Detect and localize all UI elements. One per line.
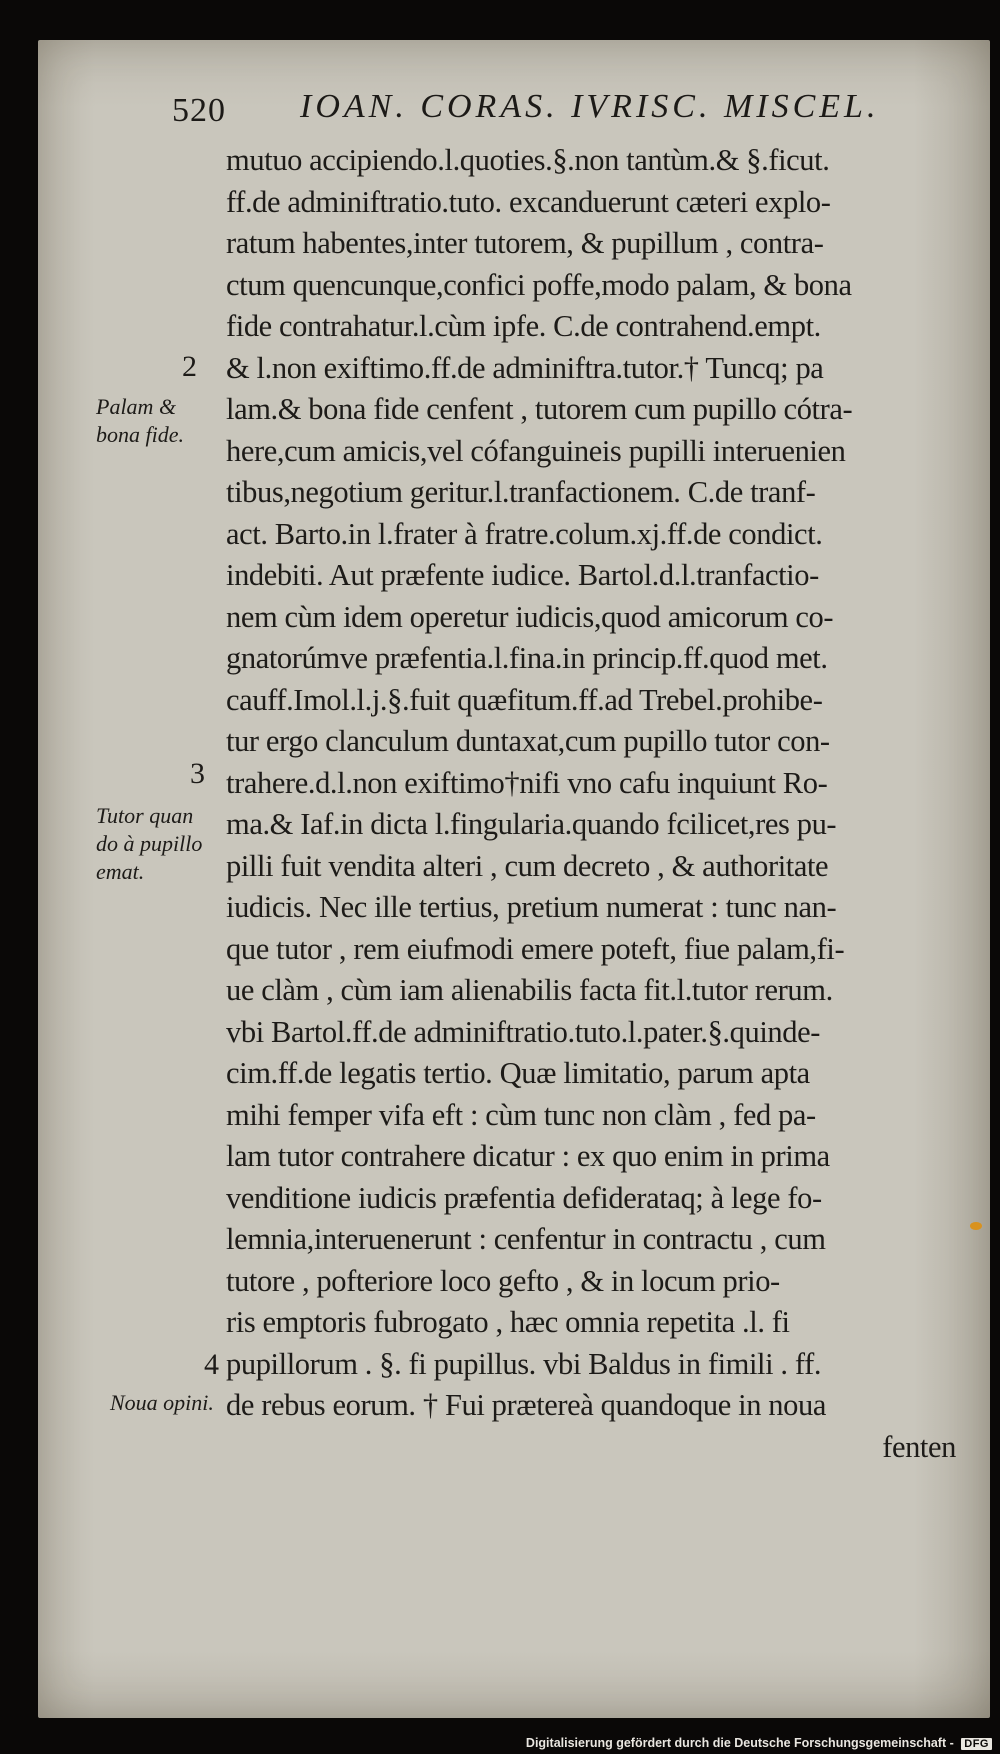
text-line: lemnia,interuenerunt : cenfentur in contractu , cum	[226, 1222, 826, 1256]
margin-number: 2	[182, 350, 197, 383]
margin-note-line: Palam &	[96, 394, 177, 419]
margin-note-line: Noua opini.	[110, 1390, 214, 1415]
text-line: here,cum amicis,vel cófanguineis pupilli interuenien	[226, 433, 846, 468]
catchword: fenten	[882, 1429, 956, 1464]
text-line: act. Barto.in l.frater à fratre.colum.xj.ff.de condict.	[226, 516, 823, 551]
paper-stain	[970, 1222, 982, 1230]
text-line: tutore , pofteriore loco gefto , & in locum prio-	[226, 1263, 780, 1298]
text-line: ma.& Iaf.in dicta l.fingularia.quando fcilicet,res pu-	[226, 807, 837, 841]
margin-note-line: Tutor quan	[96, 803, 194, 828]
margin-note	[96, 393, 236, 449]
text-line: pupillorum . §. fi pupillus. vbi Baldus in fimili . ff.	[226, 1346, 822, 1381]
text-line: ris emptoris fubrogato , hæc omnia repetita .l. fi	[226, 1305, 790, 1339]
text-line: nem cùm idem operetur iudicis,quod amicorum co-	[226, 599, 834, 634]
text-line: mutuo accipiendo.l.quoties.§.non tantùm.& §.ficut.	[226, 143, 830, 177]
text-line: gnatorúmve præfentia.l.fina.in princip.ff.quod met.	[226, 641, 828, 675]
margin-note	[96, 802, 236, 886]
text-line: ue clàm , cùm iam alienabilis facta fit.l.tutor rerum.	[226, 973, 833, 1007]
page-number: 520	[172, 92, 226, 129]
text-line: & l.non exiftimo.ff.de adminiftra.tutor.† Tuncq; pa	[226, 350, 824, 385]
text-line: tibus,negotium geritur.l.tranfactionem. C.de tranf-	[226, 475, 816, 509]
margin-note-line: emat.	[96, 859, 145, 884]
text-line: de rebus eorum. † Fui prætereà quandoque in noua	[226, 1388, 826, 1422]
margin-number: 3	[190, 757, 205, 790]
text-line: trahere.d.l.non exiftimo†nifi vno cafu inquiunt Ro-	[226, 765, 828, 800]
credit-text: Digitalisierung gefördert durch die Deutsche Forschungsgemeinschaft -	[525, 1736, 954, 1750]
text-line: fide contrahatur.l.cùm ipfe. C.de contrahend.empt.	[226, 309, 821, 343]
margin-note-line: do à pupillo	[96, 831, 203, 856]
margin-note	[110, 1389, 250, 1417]
main-text-block	[226, 140, 956, 1468]
running-head: IOAN. CORAS. IVRISC. MISCEL.	[300, 88, 880, 125]
text-line: vbi Bartol.ff.de adminiftratio.tuto.l.pater.§.quinde-	[226, 1014, 821, 1049]
text-line: que tutor , rem eiufmodi emere poteft, fiue palam,fi-	[226, 931, 845, 966]
dfg-logo: DFG	[961, 1738, 992, 1750]
text-line: ff.de adminiftratio.tuto. excanduerunt cæteri explo-	[226, 184, 831, 219]
text-line: cauff.Imol.l.j.§.fuit quæfitum.ff.ad Trebel.prohibe-	[226, 682, 823, 717]
margin-note-line: bona fide.	[96, 422, 184, 447]
text-line: iudicis. Nec ille tertius, pretium numerat : tunc nan-	[226, 890, 837, 924]
footer-bar	[0, 1728, 1000, 1754]
text-line: tur ergo clanculum duntaxat,cum pupillo tutor con-	[226, 724, 830, 758]
text-line: lam tutor contrahere dicatur : ex quo enim in prima	[226, 1139, 830, 1173]
digitization-credit	[526, 1736, 992, 1750]
text-line: venditione iudicis præfentia defiderataq; à lege fo-	[226, 1180, 822, 1215]
text-line: mihi femper vifa eft : cùm tunc non clàm , fed pa-	[226, 1097, 816, 1132]
margin-number: 4	[204, 1348, 219, 1381]
text-line: lam.& bona fide cenfent , tutorem cum pupillo cótra-	[226, 392, 853, 426]
text-line: ratum habentes,inter tutorem, & pupillum , contra-	[226, 226, 824, 260]
text-line: indebiti. Aut præfente iudice. Bartol.d.l.tranfactio-	[226, 558, 819, 592]
text-line: cim.ff.de legatis tertio. Quæ limitatio, parum apta	[226, 1056, 810, 1090]
text-line: ctum quencunque,confici poffe,modo palam, & bona	[226, 267, 852, 302]
text-line: pilli fuit vendita alteri , cum decreto , & authoritate	[226, 848, 829, 883]
